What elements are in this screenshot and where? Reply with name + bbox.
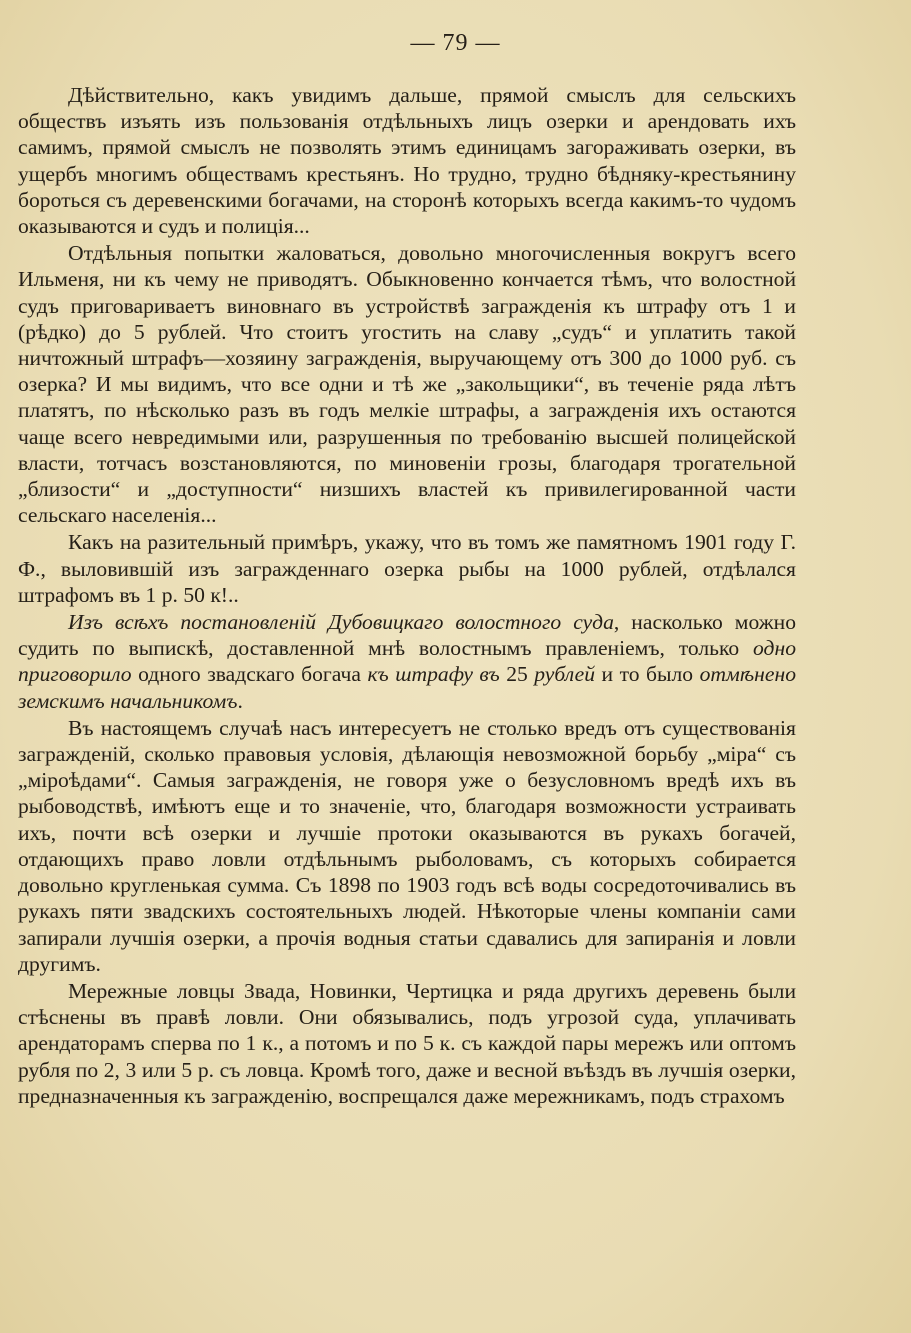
text-segment: одного звадскаго богача xyxy=(131,662,368,687)
text-segment: 25 xyxy=(499,662,535,687)
page-number: — 79 — xyxy=(410,30,501,56)
text-segment: Въ настоящемъ случаѣ насъ интересуетъ не столько вредъ отъ существованія загражденій, сколько правовыя условія, дѣлающія невозможной борьбу „міра“ съ „міроѣдами“. Самыя загражденія, не говоря уже о безусловномъ вредѣ ихъ въ рыбоводствѣ, имѣютъ еще и то значеніе, что, благодаря возможности устраивать ихъ, почти всѣ озерки и лучшіе протоки оказываются въ рукахъ богачей, отдающихъ право ловли отдѣльнымъ рыболовамъ, съ которыхъ собирается довольно кругленькая сумма. Съ 1898 по 1903 годъ всѣ воды сосредоточивались въ рукахъ пяти звадскихъ состоятельныхъ людей. Нѣкоторые члены компаніи сами запирали лучшія озерки, а прочія водныя статьи сдавались для запиранія и ловли другимъ. xyxy=(18,715,796,976)
body-text xyxy=(18,82,796,1109)
italic-text: Изъ всѣхъ постановленій Дубовицкаго волостного суда xyxy=(68,610,614,635)
italic-text: рублей xyxy=(534,662,596,687)
italic-text: отмѣнено земскимъ начальникомъ xyxy=(18,662,796,713)
italic-text: къ штрафу въ xyxy=(367,662,500,687)
text-segment: Отдѣльныя попытки жаловаться, довольно многочисленныя вокругъ всего Ильменя, ни къ чему не приводятъ. Обыкновенно кончается тѣмъ, что волостной судъ приговариваетъ виновнаго въ устройствѣ загражденія къ штрафу отъ 1 и (рѣдко) до 5 рублей. Что стоитъ угостить на славу „судъ“ и уплатить такой ничтожный штрафъ—хозяину загражденія, выручающему отъ 300 до 1000 руб. съ озерка? И мы видимъ, что все одни и тѣ же „закольщики“, въ теченіе ряда лѣтъ платятъ, по нѣсколько разъ въ годъ мелкіе штрафы, а загражденія ихъ остаются чаще всего невредимыми или, разрушенныя по требованію высшей полицейской власти, тотчасъ возстановляются, по миновеніи грозы, благодаря трогательной „близости“ и „доступности“ низшихъ властей къ привилегированной части сельскаго населенія... xyxy=(18,241,796,528)
paragraph xyxy=(18,609,796,714)
paragraph xyxy=(18,82,796,239)
text-segment: Какъ на разительный примѣръ, укажу, что въ томъ же памятномъ 1901 году Г. Ф., выловившій изъ загражденнаго озерка рыбы на 1000 рублей, отдѣлался штрафомъ въ 1 р. 50 к!.. xyxy=(18,530,796,607)
italic-text: одно приговорило xyxy=(18,636,796,687)
text-segment: , насколько можно судить по выпискѣ, доставленной мнѣ волостнымъ правленіемъ, только xyxy=(18,610,796,661)
paragraph xyxy=(18,978,796,1109)
text-segment: Дѣйствительно, какъ увидимъ дальше, прямой смыслъ для сельскихъ обществъ изъять изъ пользованія отдѣльныхъ лицъ озерки и арендовать ихъ самимъ, прямой смыслъ не позволять этимъ единицамъ загораживать озерки, въ ущербъ многимъ обществамъ крестьянъ. Но трудно, трудно бѣдняку-крестьянину бороться съ деревенскими богачами, на сторонѣ которыхъ всегда какимъ-то чудомъ оказываются и судъ и полиція... xyxy=(18,83,796,239)
text-segment: . xyxy=(237,688,243,713)
paragraph xyxy=(18,529,796,608)
paragraph xyxy=(18,240,796,528)
text-segment: и то было xyxy=(595,662,700,687)
text-segment: Мережные ловцы Звада, Новинки, Чертицка и ряда другихъ деревень были стѣснены въ правѣ ловли. Они обязывались, подъ угрозой суда, уплачивать арендаторамъ сперва по 1 к., а потомъ и по 5 к. съ каждой пары мережъ или оптомъ рубля по 2, 3 или 5 р. съ ловца. Кромѣ того, даже и весной въѣздъ въ лучшія озерки, предназначенныя къ загражденію, воспрещался даже мережникамъ, подъ страхомъ xyxy=(18,978,796,1108)
paragraph xyxy=(18,715,796,977)
